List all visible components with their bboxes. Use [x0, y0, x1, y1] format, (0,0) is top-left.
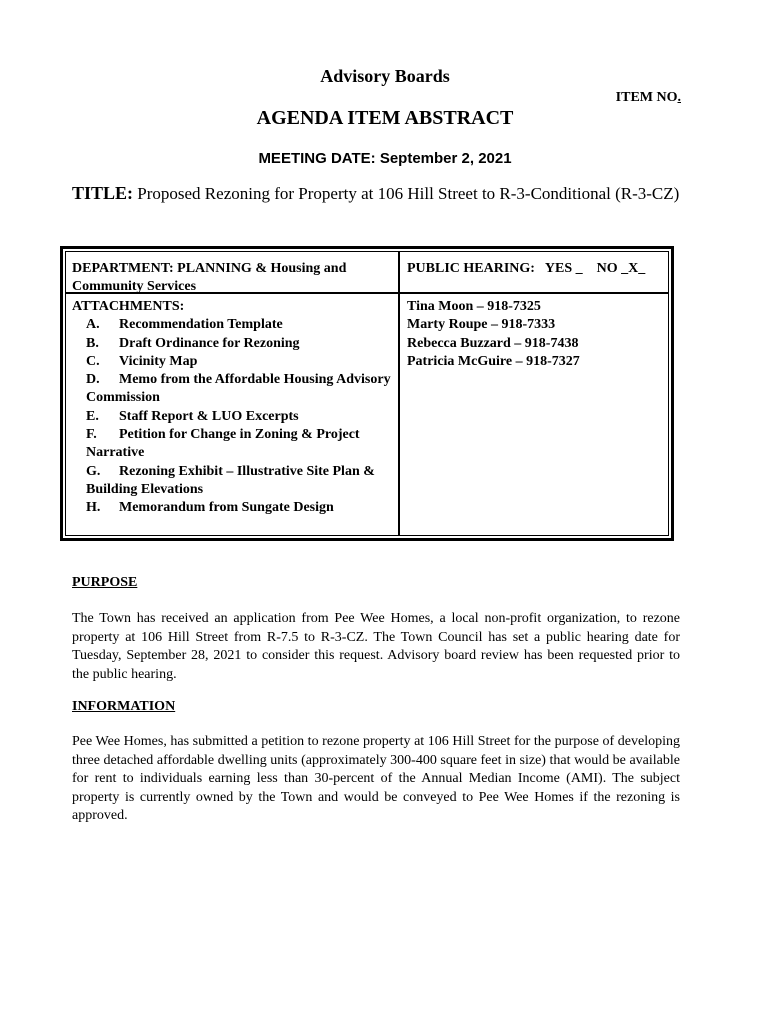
attachment-text: Vicinity Map: [119, 353, 198, 369]
attachment-item: [72, 316, 394, 334]
contact-item: Rebecca Buzzard – 918-7438: [407, 335, 579, 351]
abstract-title: AGENDA ITEM ABSTRACT: [256, 107, 514, 129]
attachment-letter: D.: [86, 372, 100, 388]
title-text: Proposed Rezoning for Property at 106 Hill Street to R-3-Conditional (R-3-CZ): [133, 184, 680, 203]
attachment-text: Staff Report & LUO Excerpts: [119, 408, 299, 424]
item-number-label: ITEM NO: [615, 90, 678, 105]
attachments-label: ATTACHMENTS:: [72, 299, 185, 314]
attachment-text: Petition for Change in Zoning & Project Narrative: [86, 427, 360, 461]
board-heading: Advisory Boards: [320, 66, 450, 86]
information-heading: INFORMATION: [72, 699, 176, 714]
contacts-cell: [407, 298, 667, 371]
attachment-letter: F.: [86, 427, 97, 443]
purpose-heading: PURPOSE: [72, 575, 138, 590]
information-text: Pee Wee Homes, has submitted a petition to rezone property at 106 Hill Street for the purpose of developing three detached affordable dwelling units (approximately 300-400 square feet in size) that would be available for rent to individuals earning less than 30-percent of the Annual Median Income (AMI). The subject property is currently owned by the Town and would be conveyed to Pee Wee Homes if the rezoning is approved.: [72, 734, 680, 823]
attachment-letter: C.: [86, 353, 100, 369]
item-number: [616, 90, 681, 106]
attachment-item: [72, 353, 394, 371]
document-title: [72, 182, 692, 205]
attachment-text: Recommendation Template: [119, 317, 283, 333]
attachment-text: Rezoning Exhibit – Illustrative Site Plan & Building Elevations: [86, 463, 375, 497]
department-cell: DEPARTMENT: PLANNING & Housing and Community Services: [72, 261, 347, 295]
attachment-letter: B.: [86, 335, 99, 351]
attachment-item: [72, 463, 394, 500]
attachment-item: [72, 426, 394, 463]
attachment-letter: H.: [86, 500, 101, 516]
attachment-letter: A.: [86, 317, 100, 333]
attachment-item: [72, 335, 394, 353]
attachment-text: Draft Ordinance for Rezoning: [119, 335, 300, 351]
attachments-list: [72, 316, 394, 517]
attachment-text: Memorandum from Sungate Design: [119, 500, 334, 516]
attachment-item: [72, 371, 394, 408]
info-table: [60, 246, 674, 541]
attachment-letter: E.: [86, 408, 99, 424]
attachment-item: [72, 408, 394, 426]
attachment-item: [72, 499, 394, 517]
contact-item: Marty Roupe – 918-7333: [407, 317, 556, 333]
attachment-letter: G.: [86, 463, 101, 479]
attachments-cell: [72, 298, 394, 518]
attachment-text: Memo from the Affordable Housing Advisory Commission: [86, 372, 391, 406]
item-number-value: .: [677, 90, 681, 105]
info-table-inner: [65, 251, 669, 536]
contact-item: Tina Moon – 918-7325: [407, 299, 541, 314]
contact-item: Patricia McGuire – 918-7327: [407, 353, 580, 369]
title-label: TITLE:: [72, 183, 134, 203]
public-hearing-cell: PUBLIC HEARING: YES _ NO _X_: [407, 261, 646, 276]
meeting-date: MEETING DATE: September 2, 2021: [258, 150, 512, 167]
table-divider-vertical: [398, 252, 400, 535]
purpose-text: The Town has received an application from Pee Wee Homes, a local non-profit organization, to rezone property at 106 Hill Street from R-7.5 to R-3-CZ. The Town Council has set a public hearing date for Tuesday, September 28, 2021 to consider this request. Advisory board review has been requested prior to the public hearing.: [72, 611, 680, 682]
